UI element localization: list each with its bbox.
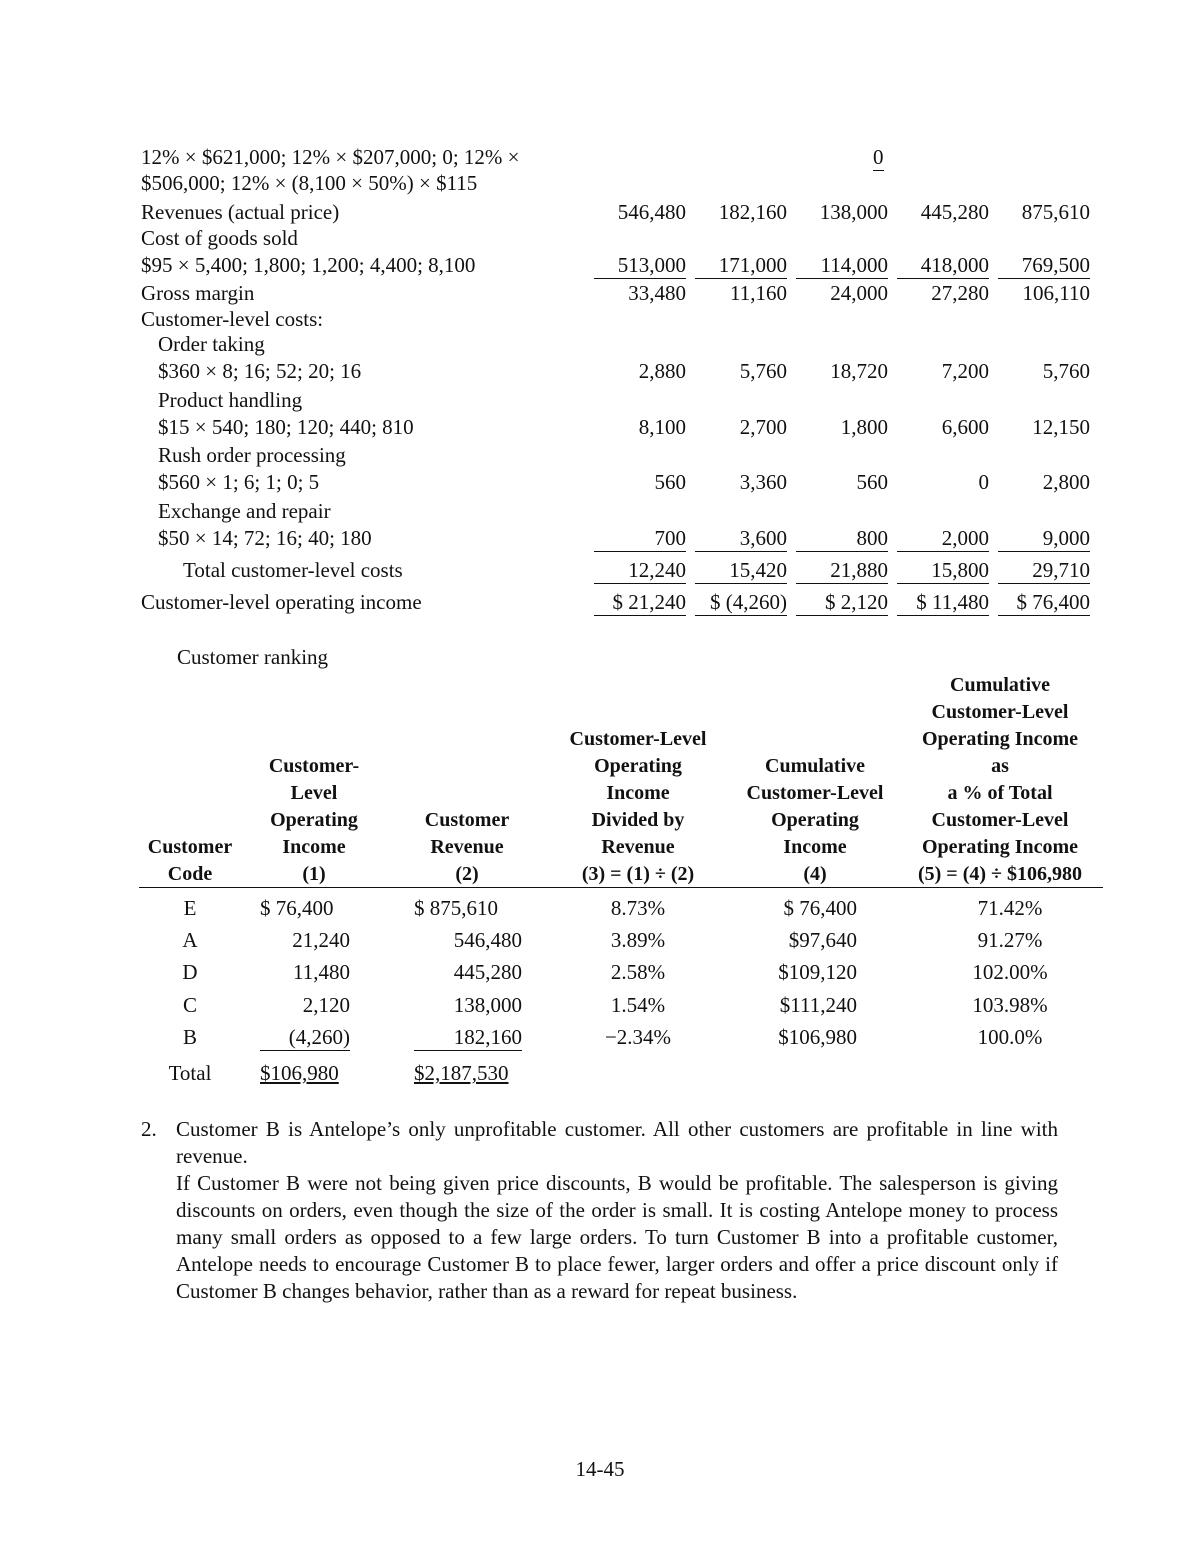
column-header: Customer- Level Operating Income (1) — [268, 755, 360, 885]
row-value: 114,000 — [796, 252, 888, 279]
table-cell: 100.0% — [977, 1025, 1043, 1049]
row-label: $360 × 8; 16; 52; 20; 16 — [158, 359, 362, 383]
row-value: 33,480 — [628, 281, 686, 305]
row-label: 12% × $621,000; 12% × $207,000; 0; 12% × — [141, 145, 520, 169]
table-cell: $106,980 — [778, 1025, 857, 1049]
row-value: 445,280 — [920, 200, 989, 224]
table-cell: 546,480 — [453, 928, 522, 952]
row-value: $ 21,240 — [594, 589, 686, 616]
table-cell: −2.34% — [604, 1025, 672, 1049]
table-cell: (4,260) — [260, 1024, 350, 1051]
row-label: Total customer-level costs — [183, 558, 403, 582]
row-label: Rush order processing — [158, 443, 346, 467]
row-value: 3,600 — [695, 525, 787, 552]
row-label: Customer-level costs: — [141, 307, 324, 331]
table-cell: E — [183, 896, 197, 920]
answer-paragraph-2: If Customer B were not being given price discounts, B would be profitable. The salesperson is giving discounts on orders, even though the size of the order is small. It is costing Antelope money to process many small orders as opposed to a few large orders. To turn Customer B into a profitable customer, Antelope needs to encourage Customer B to place fewer, larger orders and offer a price discount only if Customer B changes behavior, rather than as a reward for repeat business. — [176, 1171, 1058, 1303]
table-cell: $ 76,400 — [783, 896, 857, 920]
table-cell: 103.98% — [972, 993, 1048, 1017]
row-value: 9,000 — [998, 525, 1090, 552]
table-cell: 2.58% — [610, 960, 666, 984]
row-value: 2,800 — [1042, 470, 1090, 494]
row-value: 513,000 — [594, 252, 686, 279]
row-value: 7,200 — [941, 359, 989, 383]
table-cell: $ 875,610 — [414, 896, 498, 920]
row-label: Product handling — [158, 388, 303, 412]
table-cell: 2,120 — [302, 993, 350, 1017]
ranking-title: Customer ranking — [177, 645, 329, 669]
row-value: 418,000 — [897, 252, 989, 279]
column-header: Cumulative Customer-Level Operating Income as a % of Total Customer-Level Operating Income (5) = (4) ÷ $106,980 — [917, 674, 1082, 885]
row-label: $560 × 1; 6; 1; 0; 5 — [158, 470, 320, 494]
table-cell: $111,240 — [779, 993, 857, 1017]
table-cell: $109,120 — [778, 960, 857, 984]
header-rule — [139, 887, 1103, 888]
row-value: 12,150 — [1032, 415, 1090, 439]
row-value: 2,700 — [739, 415, 787, 439]
table-cell: $97,640 — [788, 928, 857, 952]
row-value: 2,880 — [638, 359, 686, 383]
row-value: 700 — [594, 525, 686, 552]
row-value: 12,240 — [594, 557, 686, 584]
row-label: Exchange and repair — [158, 499, 331, 523]
row-value: 800 — [796, 525, 888, 552]
row-value: 560 — [654, 470, 686, 494]
row-label: Cost of goods sold — [141, 226, 298, 250]
row-value: 8,100 — [638, 415, 686, 439]
row-value: 21,880 — [796, 557, 888, 584]
row-value: $ (4,260) — [695, 589, 787, 616]
row-value: 6,600 — [941, 415, 989, 439]
table-cell: Total — [168, 1061, 212, 1085]
row-value: 1,800 — [840, 415, 888, 439]
table-cell: 71.42% — [977, 896, 1043, 920]
row-value: $ 76,400 — [998, 589, 1090, 616]
table-cell: 102.00% — [972, 960, 1048, 984]
row-value: 0 — [978, 470, 989, 494]
row-value: 5,760 — [739, 359, 787, 383]
table-cell: $106,980 — [260, 1061, 339, 1085]
column-header: Customer Revenue (2) — [424, 809, 510, 885]
table-cell: 445,280 — [453, 960, 522, 984]
row-value: 769,500 — [998, 252, 1090, 279]
row-label: Revenues (actual price) — [141, 200, 340, 224]
table-cell: $ 76,400 — [260, 896, 334, 920]
row-value: 171,000 — [695, 252, 787, 279]
table-cell: 8.73% — [610, 896, 666, 920]
table-cell: 138,000 — [453, 993, 522, 1017]
row-value: 29,710 — [998, 557, 1090, 584]
row-value: 182,160 — [718, 200, 787, 224]
row-label: $50 × 14; 72; 16; 40; 180 — [158, 526, 372, 550]
table-cell: D — [182, 960, 198, 984]
table-cell: 11,480 — [293, 960, 350, 984]
column-header: Customer Code — [147, 836, 233, 885]
row-label: $95 × 5,400; 1,800; 1,200; 4,400; 8,100 — [141, 253, 476, 277]
row-value: 5,760 — [1042, 359, 1090, 383]
row-label: Customer-level operating income — [141, 590, 422, 614]
table-cell: 1.54% — [610, 993, 666, 1017]
row-value: 560 — [856, 470, 888, 494]
table-cell: 21,240 — [292, 928, 350, 952]
row-value: 2,000 — [897, 525, 989, 552]
row-value: 138,000 — [819, 200, 888, 224]
row-value: 15,420 — [695, 557, 787, 584]
answer-paragraph-1: Customer B is Antelope’s only unprofitable customer. All other customers are profitable in line with revenue. — [176, 1117, 1058, 1168]
row-value: 15,800 — [897, 557, 989, 584]
table-cell: C — [182, 993, 197, 1017]
row-label: $15 × 540; 180; 120; 440; 810 — [158, 415, 414, 439]
row-value: 24,000 — [830, 281, 888, 305]
answer-number: 2. — [141, 1117, 157, 1141]
row-value: 3,360 — [739, 470, 787, 494]
row-value: 546,480 — [617, 200, 686, 224]
column-header: Customer-Level Operating Income Divided by Revenue (3) = (1) ÷ (2) — [569, 728, 707, 885]
row-value: 0 — [873, 145, 884, 169]
table-cell: 91.27% — [977, 928, 1043, 952]
table-cell: 182,160 — [414, 1024, 522, 1051]
page-number: 14-45 — [575, 1457, 625, 1481]
column-header: Cumulative Customer-Level Operating Income (4) — [746, 755, 884, 885]
table-cell: B — [182, 1025, 197, 1049]
row-label: $506,000; 12% × (8,100 × 50%) × $115 — [141, 171, 478, 195]
table-cell: A — [182, 928, 198, 952]
row-label: Gross margin — [141, 281, 255, 305]
row-value: 18,720 — [830, 359, 888, 383]
row-value: 27,280 — [931, 281, 989, 305]
table-cell: 3.89% — [610, 928, 666, 952]
table-cell: $2,187,530 — [414, 1061, 509, 1085]
row-value: $ 11,480 — [897, 589, 989, 616]
row-value: 875,610 — [1021, 200, 1090, 224]
row-value: $ 2,120 — [796, 589, 888, 616]
row-value: 106,110 — [1022, 281, 1090, 305]
row-value: 11,160 — [730, 281, 787, 305]
row-label: Order taking — [158, 332, 265, 356]
